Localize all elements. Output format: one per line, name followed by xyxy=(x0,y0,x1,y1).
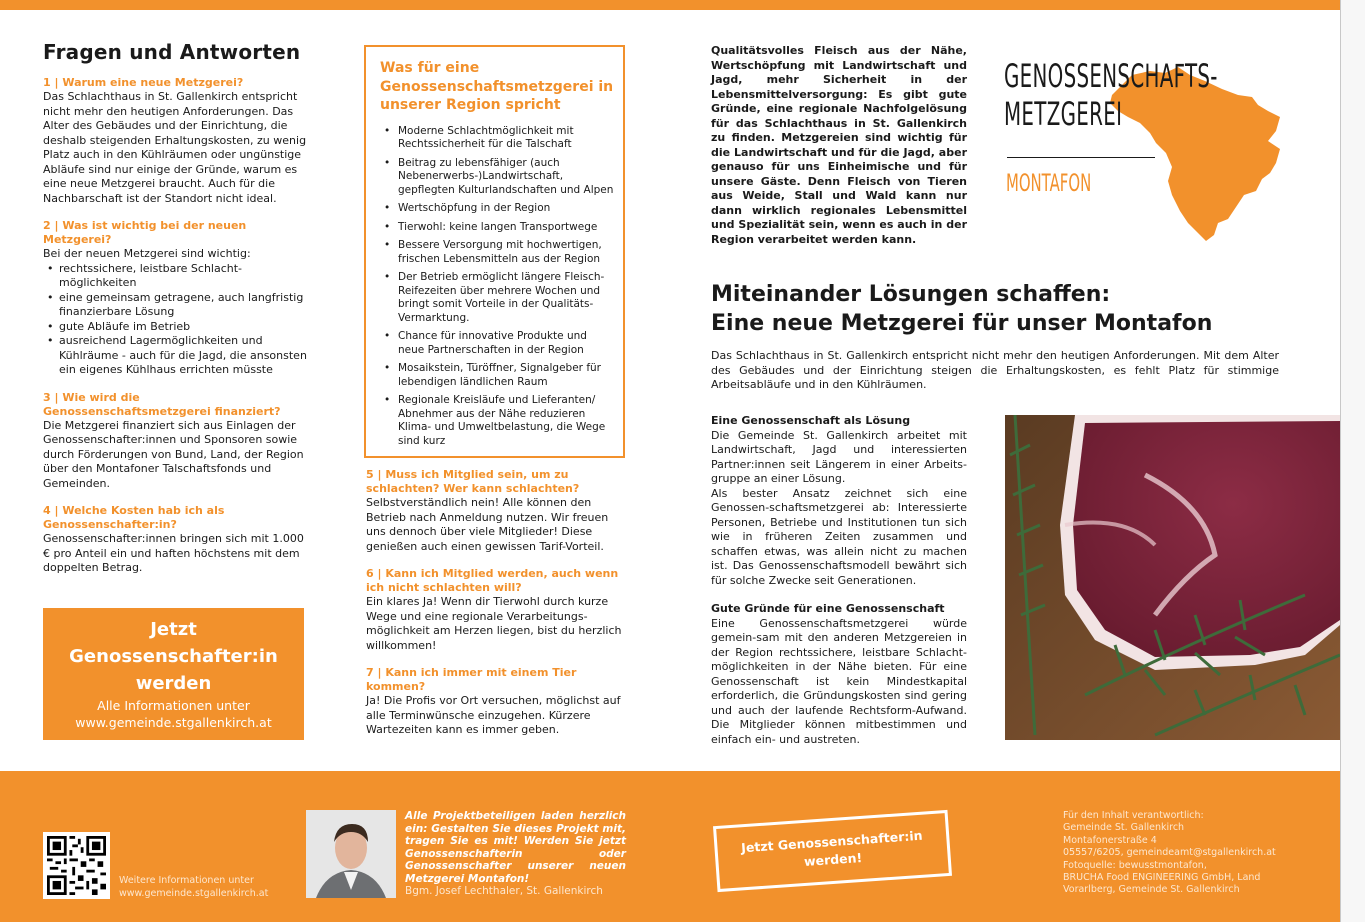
faq-question: 2 | Was ist wichtig bei der neuen Metzgerei? xyxy=(43,219,247,246)
faq-question: 4 | Welche Kosten hab ich als Genossenschafter:in? xyxy=(43,504,225,531)
faq-answer: Ein klares Ja! Wenn dir Tierwohl durch kurze Wege und eine regionale Verarbeitungs-möglichkeit am Herzen liegen, bist du herzlich willkommen! xyxy=(366,595,622,652)
logo-line-1: GENOSSENSCHAFTS- xyxy=(1004,57,1218,95)
section-title: Gute Gründe für eine Genossenschaft xyxy=(711,602,945,615)
imprint-line: Montafonerstraße 4 xyxy=(1063,834,1157,846)
footer-info xyxy=(119,875,268,900)
imprint-line: Vorarlberg, Gemeinde St. Gallenkirch xyxy=(1063,884,1240,896)
main-heading xyxy=(711,280,1311,338)
cta-line-1: Jetzt xyxy=(150,619,197,640)
mayor-quote xyxy=(405,810,626,898)
faq-question: 1 | Warum eine neue Metzgerei? xyxy=(43,76,244,89)
faq-item-5 xyxy=(366,468,628,554)
imprint-line: BRUCHA Food ENGINEERING GmbH, Land xyxy=(1063,872,1261,884)
mayor-portrait xyxy=(306,810,396,898)
stamp-line-1: Jetzt Genossenschafter:in xyxy=(740,827,923,856)
section-paragraph: Die Gemeinde St. Gallenkirch arbeitet mit Landwirtschaft, Jagd und interessierten Partner:innen seit Längerem in einer Arbeits-gruppe an einer Lösung. xyxy=(711,428,967,485)
qr-code[interactable] xyxy=(43,832,110,899)
faq-item-6 xyxy=(366,567,628,653)
faq-answer-text: Bei der neuen Metzgerei sind wichtig: xyxy=(43,247,251,260)
faq-item-7 xyxy=(366,666,628,738)
section-paragraph: Als bester Ansatz zeichnet sich eine Genossen-schaftsmetzgerei ab: Interessierte Personen, Betriebe und Institutionen tun sich wie in früheren Zeiten zusammen und schaffen etwas, was allein nicht zu machen ist. Das Genossenschaftsmodell bewährt sich für solche Zwecke seit Generationen. xyxy=(711,486,967,587)
list-item: • ausreichend Lagermöglichkeiten und Kühlräume - auch für die Jagd, die ansonsten ein eigenes Kühlhaus errichten müsste xyxy=(43,334,308,378)
faq-column-2 xyxy=(366,468,628,751)
list-item: • Regionale Kreisläufe und Lieferanten/ Abnehmer aus der Nähe reduzieren Klima- und Umweltbelastung, die Wege sind kurz xyxy=(380,394,615,448)
main-heading-line-1: Miteinander Lösungen schaffen: xyxy=(711,282,1111,307)
faq-question: 3 | Wie wird die Genossenschaftsmetzgerei finanziert? xyxy=(43,390,281,418)
reasons-title: Was für eine Genossenschaftsmetzgerei in unserer Region spricht xyxy=(380,60,614,113)
imprint-line: Fotoquelle: bewusstmontafon, xyxy=(1063,859,1207,871)
faq-answer: Die Metzgerei finanziert sich aus Einlagen der Genossenschafter:innen und Sponsoren sowie durch Förderungen von Bund, Land, der Region über den Montafoner Talschaftsfonds und Gemeinden. xyxy=(43,418,304,490)
logo xyxy=(1000,45,1300,245)
imprint-line: Gemeinde St. Gallenkirch xyxy=(1063,822,1185,834)
list-item: • Chance für innovative Produkte und neue Partnerschaften in der Region xyxy=(380,330,615,357)
section-paragraph: Eine Genossenschaftsmetzgerei würde gemein-sam mit den anderen Metzgereien in der Region rechtssichere, leistbare Schlacht-möglichkeiten in der Nähe bieten. Für eine Genossenschaft ist kein Mindestkapital erforderlich, die Gründungskosten sind gering und auch der laufende Rechtsform-Aufwand. Die Mitglieder können mitbestimmen und einfach ein- und austreten. xyxy=(711,616,967,746)
faq-item-4 xyxy=(43,504,308,576)
imprint-line: 05557/6205, gemeindeamt@stgallenkirch.at xyxy=(1063,847,1276,859)
meat-image xyxy=(1005,415,1340,740)
list-item: • Wertschöpfung in der Region xyxy=(380,202,615,216)
list-item: • gute Abläufe im Betrieb xyxy=(43,320,308,335)
reasons-list xyxy=(380,125,615,449)
list-item: • Tierwohl: keine langen Transportwege xyxy=(380,221,615,235)
faq-answer: Genossenschafter:innen bringen sich mit 1.000 € pro Anteil ein und haften höchstens mit dem doppelten Betrag. xyxy=(43,532,304,574)
logo-subtitle: MONTAFON xyxy=(1006,169,1092,197)
list-item: • Bessere Versorgung mit hochwertigen, frischen Lebensmitteln aus der Region xyxy=(380,239,615,266)
faq-question: 5 | Muss ich Mitglied sein, um zu schlachten? Wer kann schlachten? xyxy=(366,468,580,495)
cta-info: Alle Informationen unter xyxy=(97,698,250,713)
footer-info-text: Weitere Informationen unter xyxy=(119,875,254,886)
imprint xyxy=(1063,810,1276,897)
quote-text: Alle Projektbeteiligen laden herzlich ein: Gestalten Sie dieses Projekt mit, tragen Sie es mit! Werden Sie jetzt Genossenschafterin oder Genossenschafter unserer neuen Metzgerei Montafon! xyxy=(405,810,626,885)
cta-line-2: Genossenschafter:in xyxy=(69,646,278,667)
main-heading-line-2: Eine neue Metzgerei für unser Montafon xyxy=(711,311,1213,336)
reasons-box xyxy=(364,45,625,458)
faq-item-1 xyxy=(43,76,308,206)
imprint-line: Für den Inhalt verantwortlich: xyxy=(1063,810,1204,821)
faq-item-2 xyxy=(43,219,308,378)
faq-item-3 xyxy=(43,391,308,492)
footer-info-link[interactable]: www.gemeinde.stgallenkirch.at xyxy=(119,887,269,899)
article-body xyxy=(711,414,967,747)
top-accent-bar xyxy=(0,0,1340,10)
list-item: • Moderne Schlachtmöglichkeit mit Rechtssicherheit für die Talschaft xyxy=(380,125,615,152)
list-item: • Mosaikstein, Türöffner, Signalgeber für lebendigen ländlichen Raum xyxy=(380,362,615,389)
faq-column xyxy=(43,40,308,589)
quote-author: Bgm. Josef Lechthaler, St. Gallenkirch xyxy=(405,885,603,897)
join-cta-box[interactable] xyxy=(43,608,304,740)
intro-paragraph: Qualitätsvolles Fleisch aus der Nähe, Wertschöpfung mit Landwirtschaft und Jagd, mehr Sicherheit in der Lebensmittelversorgung: Es gibt gute Gründe, eine regionale Nachfolgelösung für das Schlachthaus in St. Gallenkirch zu finden. Metzgereien sind wichtig für die Landwirtschaft und für die Jagd, aber genauso für uns Einheimische und für unsere Gäste. Denn Fleisch von Tieren aus Weide, Stall und Wald kann nur dann wirklich regionales Lebensmittel und Spezialität sein, wenn es auch in der Region verarbeitet werden kann. xyxy=(711,44,967,246)
qr-code-icon xyxy=(47,836,106,895)
lead-paragraph: Das Schlachthaus in St. Gallenkirch entspricht nicht mehr den heutigen Anforderungen. Mit dem Alter des Gebäudes und der Einrichtung steigen die Erhaltungskosten, es fehlt Platz für stimmige Arbeitsabläufe und in den Kühlräumen. xyxy=(711,349,1279,391)
faq-question: 6 | Kann ich Mitglied werden, auch wenn ich nicht schlachten will? xyxy=(366,567,619,594)
logo-line-2: METZGEREI xyxy=(1004,95,1123,133)
faq-answer: Ja! Die Profis vor Ort versuchen, möglichst auf alle Terminwünsche einzugehen. Kürzere Wartezeiten kann es immer geben. xyxy=(366,694,621,736)
cta-line-3: werden xyxy=(135,673,212,694)
cta-link[interactable]: www.gemeinde.stgallenkirch.at xyxy=(75,715,272,730)
logo-title xyxy=(1004,57,1218,133)
faq-list xyxy=(43,262,308,378)
stamp-line-2: werden! xyxy=(803,849,863,869)
faq-title: Fragen und Antworten xyxy=(43,40,301,64)
list-item: • rechtssichere, leistbare Schlacht-möglichkeiten xyxy=(43,262,308,291)
faq-answer: Das Schlachthaus in St. Gallenkirch entspricht nicht mehr den heutigen Anforderungen. Das Alter des Gebäudes und der Einrichtung, die deshalb steigenden Erhaltungskosten, zu wenig Platz auch in den Kühlräumen oder ungünstige Abläufe sind nur einige der Gründe, warum es eine neue Metzgerei braucht. Auch für die Nachbarschaft ist der Standort nicht ideal. xyxy=(43,90,307,205)
faq-answer: Selbstverständlich nein! Alle können den Betrieb nach Anmeldung nutzen. Wir freuen uns dennoch über viele Mitglieder! Diese genießen auch einen gewissen Tarif-Vorteil. xyxy=(366,496,609,553)
logo-divider xyxy=(1007,157,1155,158)
section-title: Eine Genossenschaft als Lösung xyxy=(711,414,911,427)
list-item: • eine gemeinsam getragene, auch langfristig finanzierbare Lösung xyxy=(43,291,308,320)
faq-answer xyxy=(43,247,308,378)
list-item: • Beitrag zu lebensfähiger (auch Nebenerwerbs-)Landwirtschaft, gepflegten Kulturlandschaften und Alpen xyxy=(380,157,615,198)
viewer-scroll-gutter xyxy=(1340,0,1365,922)
faq-question: 7 | Kann ich immer mit einem Tier kommen? xyxy=(366,666,577,693)
meat-photo xyxy=(1005,415,1340,740)
list-item: • Der Betrieb ermöglicht längere Fleisch-Reifezeiten über mehrere Wochen und bringt somit Vorteile in der Qualitäts-Vermarktung. xyxy=(380,271,615,325)
portrait-image xyxy=(306,810,396,898)
